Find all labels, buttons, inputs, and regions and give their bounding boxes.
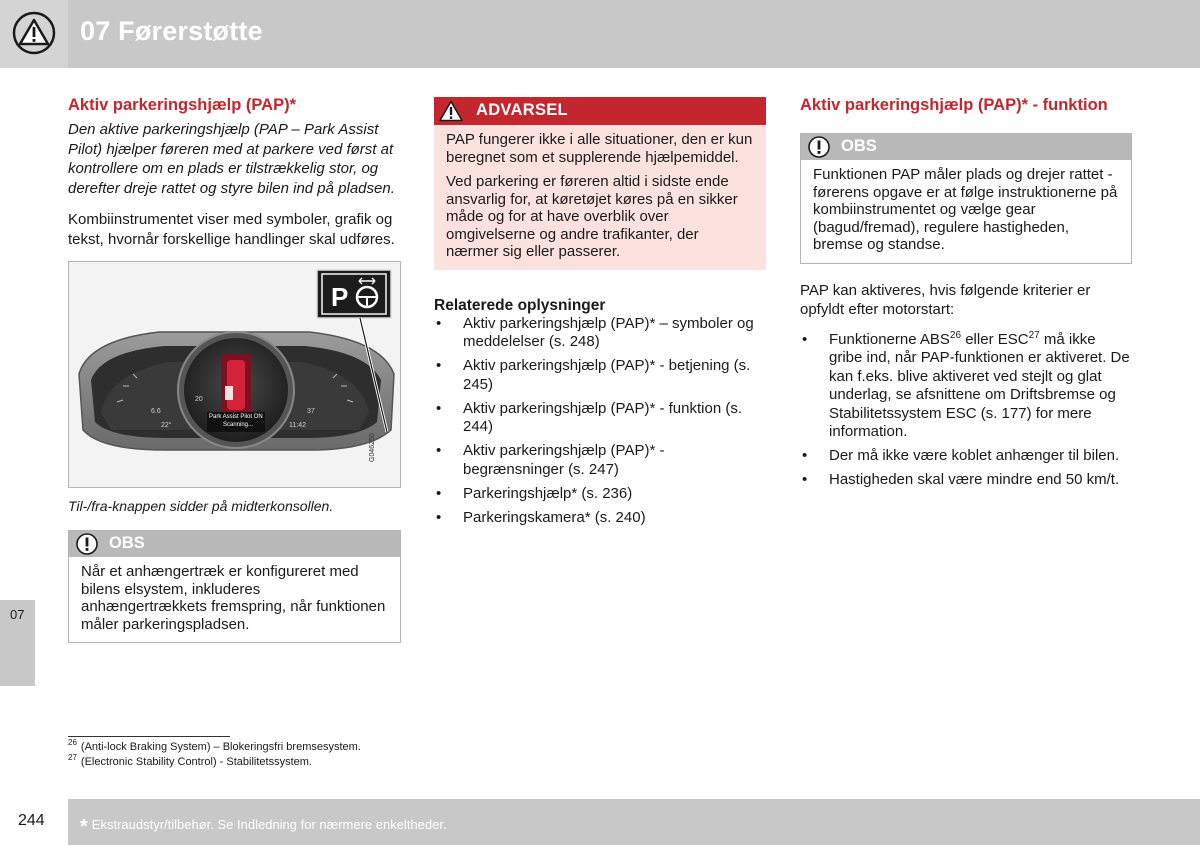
- criteria-text: Funktionerne ABS: [829, 330, 950, 348]
- obs-note-text: Når et anhængertræk er konfigureret med bilens elsystem, inkluderes anhængertrækkets fremspring, når funktionen måler parkeringspladsen.: [81, 563, 386, 633]
- warning-body: [434, 125, 766, 270]
- instrument-cluster-figure: [68, 261, 401, 488]
- footnote: [68, 753, 312, 768]
- warning-triangle-icon: [12, 11, 56, 55]
- obs-note-box: [68, 530, 401, 643]
- footer-star: *: [80, 816, 88, 838]
- obs-note-text: Funktionen PAP måler plads og drejer rattet - førerens opgave er at følge instruktionerne på kombiinstrumentet og vælge gear (bagud/fremad), regulere hastigheden, bremse og standse.: [813, 166, 1118, 253]
- cluster-screen-line1: Park Assist Pilot ON: [209, 414, 263, 420]
- criteria-text: må ikke gribe ind, når PAP-funktionen er aktiveret. De kan f.eks. blive aktiveret ved stejlt og glat underlag, se afsnittene om Driftsbremse og Stabilitetssystem ESC (s. 177) for mere information.: [829, 330, 1130, 440]
- related-link[interactable]: • Aktiv parkeringshjælp (PAP)* - funktion (s. 244): [434, 400, 766, 437]
- chapter-title: 07 Førerstøtte: [80, 16, 263, 46]
- page-footer: [68, 799, 1200, 845]
- related-link[interactable]: • Aktiv parkeringshjælp (PAP)* - betjening (s. 245): [434, 357, 766, 394]
- warning-triangle-small-icon: [439, 100, 463, 122]
- footnote-text: (Anti-lock Braking System) – Blokeringsfri bremsesystem.: [80, 741, 361, 753]
- warning-paragraph: Ved parkering er føreren altid i sidste ende ansvarlig for, at køretøjet køres på en sikker måde og for at have overblik over omgivelserne og andre trafikanter, der nærmer sig eller passerer.: [446, 173, 738, 260]
- body-paragraph: PAP kan aktiveres, hvis følgende kriterier er opfyldt efter motorstart:: [800, 281, 1091, 318]
- chapter-side-tab: [0, 600, 35, 686]
- footnote-divider: [68, 736, 230, 737]
- related-list: [434, 315, 766, 528]
- related-title: Relaterede oplysninger: [434, 296, 606, 314]
- cluster-left-value: 22°: [161, 422, 172, 429]
- cluster-right-value: 11:42: [289, 422, 306, 429]
- header-icon-box: [0, 0, 68, 68]
- criteria-item: [800, 331, 1132, 442]
- section-title: Aktiv parkeringshjælp (PAP)* - funktion: [800, 96, 1108, 114]
- obs-note-header: [69, 531, 400, 557]
- column-right: [800, 95, 1132, 495]
- footer-note: Ekstraudstyr/tilbehør. Se Indledning for nærmere enkeltheder.: [91, 817, 447, 832]
- obs-note-box: [800, 133, 1132, 264]
- page-header: [0, 0, 1200, 68]
- intro-text: Den aktive parkeringshjælp (PAP – Park Assist Pilot) hjælper føreren med at parkere ved først at kontrollere om en plads er tilstrækkelig stor, og derefter dreje rattet og styre bilen ind på pladsen.: [68, 121, 395, 197]
- svg-text:P: P: [331, 282, 349, 312]
- criteria-text: eller ESC: [961, 330, 1029, 348]
- footnote: [68, 738, 361, 753]
- figure-caption: Til-/fra-knappen sidder på midterkonsollen.: [68, 498, 334, 514]
- cluster-speed-label: 20: [195, 396, 203, 403]
- warning-paragraph: PAP fungerer ikke i alle situationer, den er kun beregnet som et supplerende hjælpemiddel.: [446, 131, 753, 166]
- criteria-item: • Der må ikke være koblet anhænger til bilen.: [800, 447, 1132, 466]
- column-middle: [434, 97, 766, 533]
- footnote-ref[interactable]: 27: [1028, 329, 1040, 341]
- warning-header: [434, 97, 766, 125]
- related-link[interactable]: • Aktiv parkeringshjælp (PAP)* – symboler og meddelelser (s. 248): [434, 315, 766, 352]
- obs-note-title: OBS: [841, 137, 877, 155]
- warning-box: [434, 97, 766, 270]
- info-circle-icon: [76, 533, 98, 555]
- related-link[interactable]: • Aktiv parkeringshjælp (PAP)* - begrænsninger (s. 247): [434, 442, 766, 479]
- footer-text: [80, 816, 447, 839]
- column-left: [68, 95, 401, 643]
- instrument-cluster-illustration: [69, 262, 400, 487]
- criteria-item: • Hastigheden skal være mindre end 50 km/t.: [800, 471, 1132, 490]
- footnote-ref[interactable]: 26: [949, 329, 962, 341]
- section-title: Aktiv parkeringshjælp (PAP)*: [68, 96, 296, 114]
- warning-title: ADVARSEL: [476, 101, 568, 119]
- footnote-text: (Electronic Stability Control) - Stabilitetssystem.: [80, 756, 312, 768]
- footnote-number: 26: [68, 738, 77, 748]
- cluster-screen-line2: Scanning...: [223, 422, 254, 428]
- related-link[interactable]: • Parkeringshjælp* (s. 236): [434, 485, 766, 504]
- footnote-number: 27: [68, 753, 77, 763]
- cluster-left-number: 6.6: [151, 408, 161, 415]
- related-link[interactable]: • Parkeringskamera* (s. 240): [434, 509, 766, 528]
- page-number: 244: [18, 812, 45, 829]
- body-paragraph: Kombiinstrumentet viser med symboler, grafik og tekst, hvornår forskellige handlinger skal udføres.: [68, 211, 395, 248]
- info-circle-icon: [808, 136, 830, 158]
- obs-note-header: [801, 134, 1131, 160]
- obs-note-title: OBS: [109, 534, 145, 552]
- criteria-list: [800, 331, 1132, 490]
- figure-code: G046250: [369, 433, 376, 462]
- chapter-side-tab-label: 07: [10, 607, 25, 622]
- cluster-right-number: 37: [307, 408, 315, 415]
